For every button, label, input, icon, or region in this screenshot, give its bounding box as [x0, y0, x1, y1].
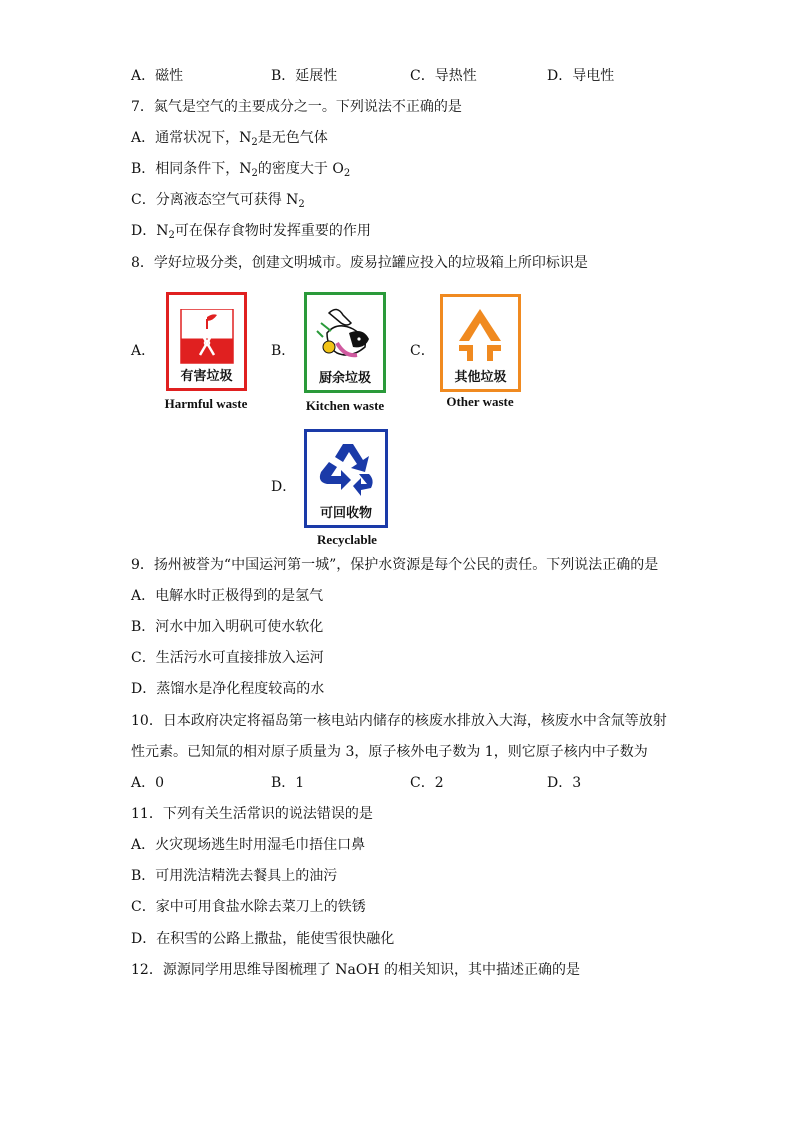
kitchen-waste-caption: Kitchen waste [305, 398, 385, 413]
q10-stem-line2: 性元素。已知氚的相对原子质量为 3，原子核外电子数为 1，则它原子核内中子数为 [131, 744, 648, 760]
harmful-waste-caption: Harmful waste [164, 396, 248, 411]
q8-letter-a: A． [131, 343, 156, 359]
q7-option-a: A．通常状况下，$N_2$是无色气体 [131, 130, 328, 148]
q6-option-a: A．磁性 [131, 68, 184, 84]
q10-option-d: D．3 [547, 775, 582, 791]
q8-stem: 8．学好垃圾分类，创建文明城市。废易拉罐应投入的垃圾箱上所印标识是 [131, 255, 588, 271]
kitchen-waste-sign [304, 292, 386, 393]
recyclable-sign [304, 429, 388, 528]
other-waste-caption: Other waste [446, 394, 514, 409]
q8-letter-b: B． [271, 343, 296, 359]
kitchen-waste-label: 厨余垃圾 [318, 371, 371, 386]
q9-stem: 9．扬州被誉为“中国运河第一城”，保护水资源是每个公民的责任。下列说法正确的是 [131, 557, 659, 573]
q6-option-c: C．导热性 [410, 68, 477, 84]
q7-stem: 7．氮气是空气的主要成分之一。下列说法不正确的是 [131, 99, 462, 115]
harmful-waste-sign [166, 292, 247, 391]
harmful-waste-label: 有害垃圾 [180, 369, 233, 384]
other-waste-label: 其他垃圾 [454, 370, 507, 385]
q7-option-b: B．相同条件下，$N_2$的密度大于 $O_2$ [131, 161, 351, 179]
q7-option-d: D．$N_2$可在保存食物时发挥重要的作用 [131, 223, 371, 241]
q10-option-a: A．0 [131, 775, 165, 791]
q10-option-c: C．2 [410, 775, 444, 791]
q6-option-d: D．导电性 [547, 68, 615, 84]
q9-option-c: C．生活污水可直接排放入运河 [131, 650, 324, 666]
q11-option-d: D．在积雪的公路上撒盐，能使雪很快融化 [131, 931, 395, 947]
q8-letter-d: D． [271, 479, 297, 495]
q12-stem: 12．源源同学用思维导图梳理了 NaOH 的相关知识，其中描述正确的是 [131, 962, 580, 978]
q11-option-c: C．家中可用食盐水除去菜刀上的铁锈 [131, 899, 366, 915]
q11-option-a: A．火灾现场逃生时用湿毛巾捂住口鼻 [131, 837, 366, 853]
q7-option-c: C．分离液态空气可获得 $N_2$ [131, 192, 305, 210]
q6-option-b: B．延展性 [271, 68, 338, 84]
recyclable-label: 可回收物 [319, 506, 372, 521]
other-waste-sign [440, 294, 521, 392]
harmful-waste-icon [169, 309, 244, 369]
q9-option-a: A．电解水时正极得到的是氢气 [131, 588, 324, 604]
recyclable-caption: Recyclable [317, 532, 377, 547]
kitchen-waste-icon [307, 303, 383, 367]
recycle-icon [307, 438, 385, 502]
q9-option-d: D．蒸馏水是净化程度较高的水 [131, 681, 325, 697]
q10-stem-line1: 10．日本政府决定将福岛第一核电站内储存的核废水排放入大海，核废水中含氚等放射 [131, 713, 667, 729]
q11-option-b: B．可用洗洁精洗去餐具上的油污 [131, 868, 338, 884]
q8-letter-c: C． [410, 343, 435, 359]
other-waste-icon [443, 305, 518, 367]
q10-option-b: B．1 [271, 775, 305, 791]
q11-stem: 11．下列有关生活常识的说法错误的是 [131, 806, 373, 822]
q9-option-b: B．河水中加入明矾可使水软化 [131, 619, 324, 635]
